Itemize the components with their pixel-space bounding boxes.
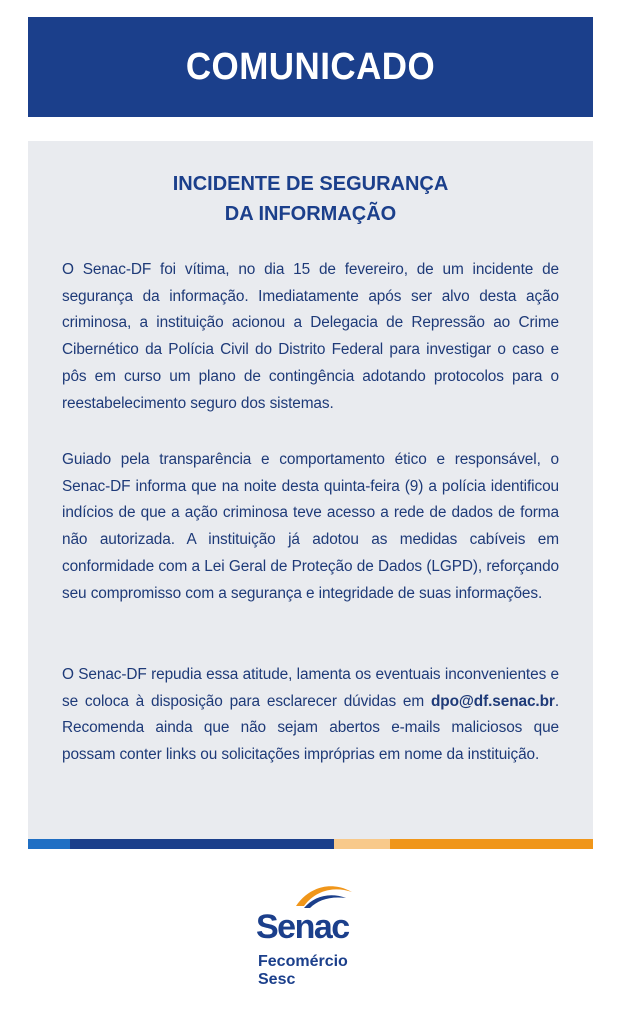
page-title: COMUNICADO [185,45,436,88]
notice-paragraph-1: O Senac-DF foi vítima, no dia 15 de fevereiro, de um incidente de segurança da informação. Imediatamente após ser alvo desta ação criminosa, a instituição acionou a Delegacia de Repressão ao Crime Cibernético da Polícia Civil do Distrito Federal para investigar o caso e pôs em curso um plano de contingência adotando protocolos para o reestabelecimento seguro dos sistemas. [62,261,559,412]
notice-paragraph-2: Guiado pela transparência e comportamento ético e responsável, o Senac-DF informa que na noite desta quinta-feira (9) a polícia identificou indícios de que a ação criminosa teve acesso a rede de dados de forma não autorizada. A instituição já adotou as medidas cabíveis em conformidade com a Lei Geral de Proteção de Dados (LGPD), reforçando seu compromisso com a segurança e integridade de suas informações. [62,451,559,602]
notice-title-line1: INCIDENTE DE SEGURANÇA [172,173,449,195]
notice-paragraph-3 [62,662,559,769]
color-bar-light-blue [28,839,70,849]
sesc-label: Sesc [258,971,296,988]
paragraph-3-text-start: O Senac-DF repudia essa atitude, lamenta os eventuais inconvenientes e se coloca à disposição para esclarecer dúvidas em [62,666,559,710]
notice-card [28,141,593,839]
notice-title-line2: DA INFORMAÇÃO [224,203,397,225]
paragraph-3-text-end: . Recomenda ainda que não sejam abertos e-mails maliciosos que possam conter links ou solicitações impróprias em nome da instituição. [62,692,559,764]
header-banner [28,17,593,117]
senac-swoosh-icon [294,880,354,910]
contact-email: dpo@df.senac.br [430,692,555,710]
color-bar-orange [390,839,593,849]
color-bar-dark-blue [70,839,334,849]
senac-wordmark: Senac [256,908,349,946]
senac-logo [256,880,368,1000]
color-bar-light-orange [334,839,390,849]
fecomercio-label: Fecomércio [258,953,348,970]
